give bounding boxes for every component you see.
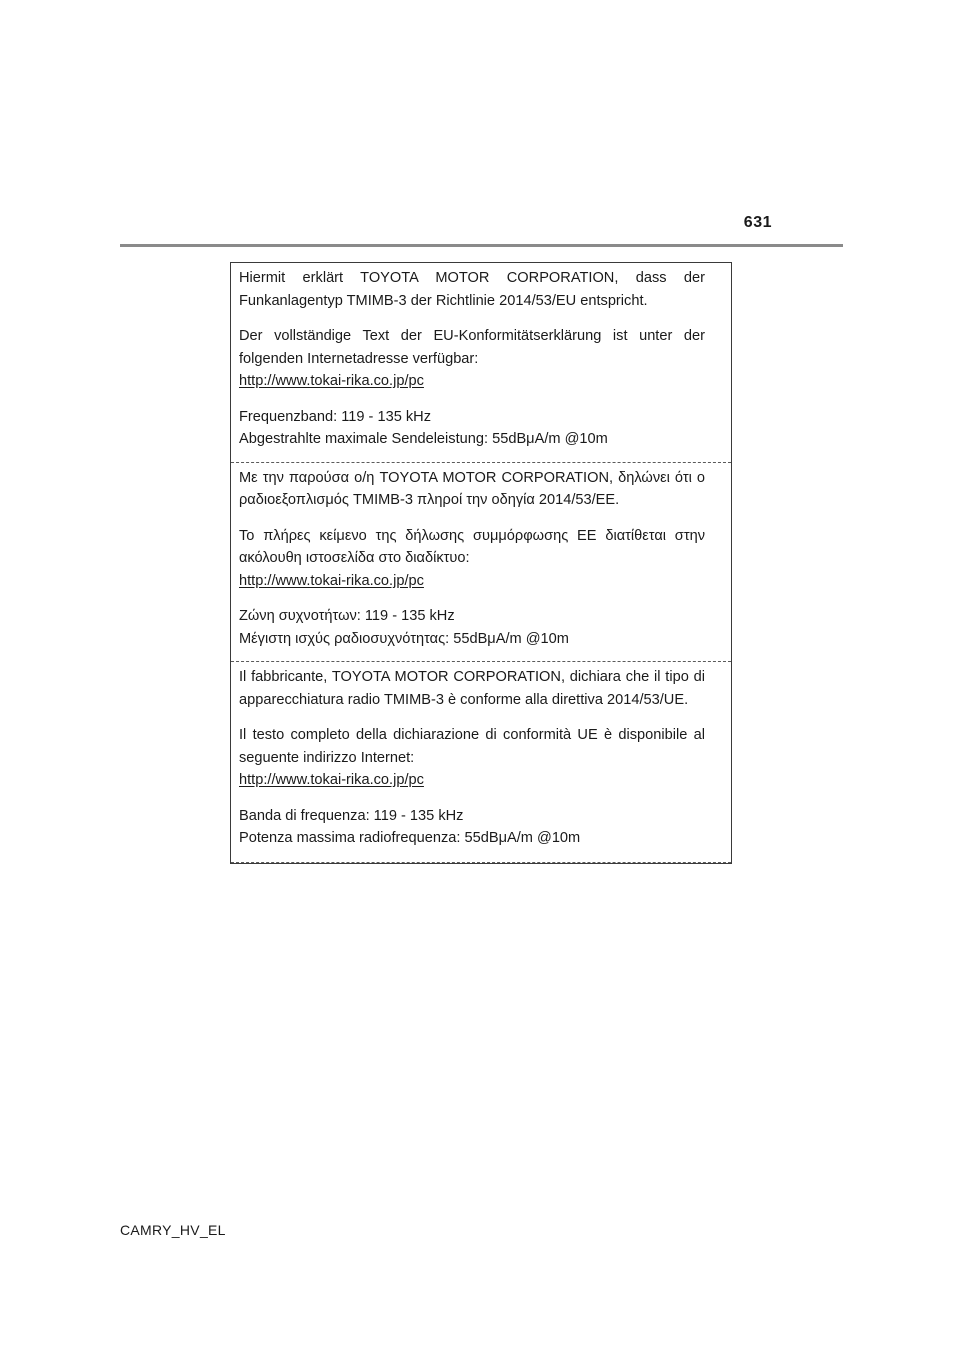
url-link-italian[interactable]: http://www.tokai-rika.co.jp/pc (239, 772, 424, 788)
document-code: CAMRY_HV_EL (120, 1222, 226, 1238)
section-italian (231, 661, 731, 863)
fulltext-sentence-italian: Il testo completo della dichiarazione di conformità UE è disponibile al seguente indirizzo Internet: (239, 727, 705, 766)
url-link-greek[interactable]: http://www.tokai-rika.co.jp/pc (239, 572, 424, 589)
header-rule (120, 244, 843, 247)
declaration-text-german: Hiermit erklärt TOYOTA MOTOR CORPORATION, dass der Funkanlagentyp TMIMB-3 der Richtlinie 2014/53/EU entspricht. (239, 270, 705, 309)
frequency-band-greek: Ζώνη συχνοτήτων: 119 - 135 kHz (239, 608, 455, 624)
page-number: 631 (743, 214, 772, 231)
fulltext-text-italian (239, 724, 705, 792)
spec-italian (239, 805, 705, 850)
spec-german (239, 406, 705, 451)
fulltext-sentence-greek: Το πλήρες κείμενο της δήλωσης συμμόρφωσης ΕΕ διατίθεται στην ακόλουθη ιστοσελίδα στο διαδίκτυο: (239, 527, 705, 566)
spec-greek (239, 605, 705, 650)
fulltext-text-german (239, 325, 705, 393)
declaration-text-greek: Με την παρούσα ο/η TOYOTA MOTOR CORPORATION, δηλώνει ότι ο ραδιοεξοπλισμός TMIMB-3 πληροί την οδηγία 2014/53/ΕΕ. (239, 469, 705, 508)
section-greek (231, 462, 731, 662)
section-german (231, 263, 731, 462)
max-power-greek: Μέγιστη ισχύς ραδιοσυχνότητας: 55dBμA/m @10m (239, 630, 569, 647)
frequency-band-italian: Banda di frequenza: 119 - 135 kHz (239, 807, 464, 824)
url-link-german[interactable]: http://www.tokai-rika.co.jp/pc (239, 373, 424, 389)
declaration-box (230, 262, 732, 864)
fulltext-sentence-german: Der vollständige Text der EU-Konformitätserklärung ist unter der folgenden Internetadresse verfügbar: (239, 328, 705, 367)
max-power-italian: Potenza massima radiofrequenza: 55dBμA/m @10m (239, 830, 581, 846)
max-power-german: Abgestrahlte maximale Sendeleistung: 55dBμA/m @10m (239, 431, 608, 447)
frequency-band-german: Frequenzband: 119 - 135 kHz (239, 408, 431, 425)
declaration-text-italian: Il fabbricante, TOYOTA MOTOR CORPORATION, dichiara che il tipo di apparecchiatura radio TMIMB-3 è conforme alla direttiva 2014/53/UE. (239, 669, 705, 708)
fulltext-text-greek (239, 525, 705, 593)
